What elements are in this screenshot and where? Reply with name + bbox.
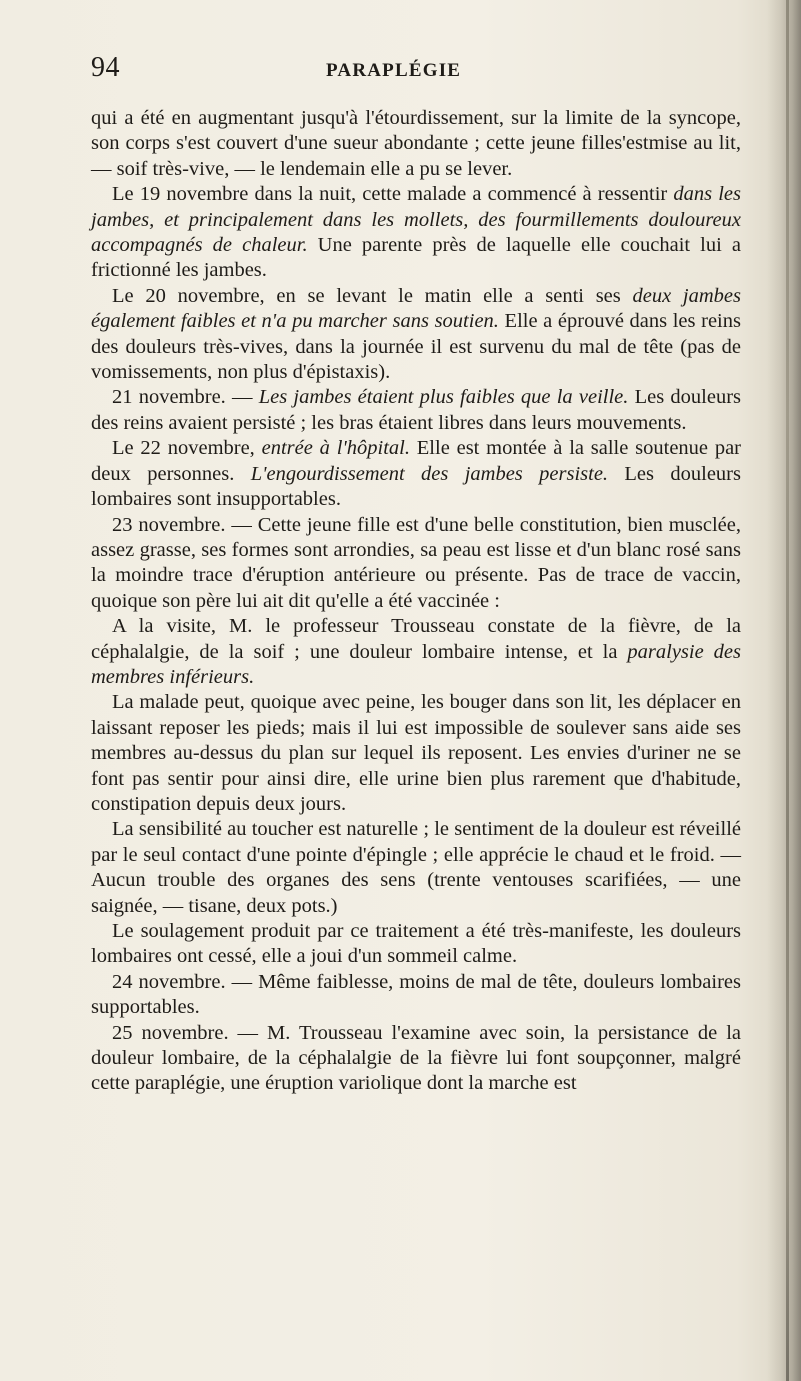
text-run: Elle est montée à la salle soutenue par deux personnes.: [91, 437, 741, 485]
text-run: Les douleurs des reins avaient persisté ; les bras étaient libres dans leurs mouvements.: [91, 386, 741, 434]
text-run: Le soulagement produit par ce traitement a été très-manifeste, les douleurs lombaires ont cessé, elle a joui d'un sommeil calme.: [91, 920, 741, 968]
text-run: Les douleurs lombaires sont insupportables.: [91, 462, 741, 511]
paragraph: [91, 919, 741, 970]
text-run: 24 novembre. — Même faiblesse, moins de mal de tête, douleurs lombaires supportables.: [91, 970, 741, 1019]
page-header: [91, 52, 731, 92]
text-run: 25 novembre. — M. Trousseau l'examine avec soin, la persistance de la douleur lombaire, de la céphalalgie de la fièvre lui font soupçonner, malgré cette paraplégie, une éruption variolique dont la marche est: [91, 1021, 741, 1095]
text-run: 21 novembre. —: [112, 386, 259, 409]
paragraph: [91, 284, 741, 386]
page-edge-shadow: [767, 0, 801, 1381]
paragraph: [91, 182, 741, 284]
paragraph: [91, 614, 741, 690]
paragraph: [91, 436, 741, 512]
italic-text: L'engourdissement des jambes persiste.: [250, 462, 609, 485]
text-run: Une parente près de laquelle elle couchait lui a frictionné les jambes.: [91, 234, 741, 282]
paragraph: [91, 385, 741, 436]
paragraph: [91, 690, 741, 817]
italic-text: paralysie des membres inférieurs.: [91, 640, 741, 688]
italic-text: dans les jambes, et principalement dans les mollets, des fourmillements douloureux accompagnés de chaleur.: [91, 183, 741, 257]
italic-text: deux jambes également faibles et n'a pu marcher sans soutien.: [91, 284, 741, 333]
paragraph: [91, 817, 741, 919]
text-run: La malade peut, quoique avec peine, les bouger dans son lit, les déplacer en laissant reposer les pieds; mais il lui est impossible de soulever sans aide ses membres au-dessus du plan sur lequel ils reposent. Les envies d'uriner ne se font pas sentir pour ainsi dire, elle urine bien plus rarement que d'habitude, constipation depuis deux jours.: [91, 691, 741, 815]
paragraph: [91, 106, 741, 182]
running-title: PARAPLÉGIE: [326, 60, 462, 81]
italic-text: entrée à l'hôpital.: [261, 437, 410, 460]
text-run: qui a été en augmentant jusqu'à l'étourdissement, sur la limite de la syncope, son corps s'est couvert d'une sueur abondante ; cette jeune filles'estmise au lit,— soif très-vive, — le lendemain elle a pu se lever.: [91, 107, 741, 180]
text-run: Elle a éprouvé dans les reins des douleurs très-vives, dans la journée il est survenu du mal de tête (pas de vomissements, non plus d'épistaxis).: [91, 310, 741, 384]
text-run: Le 19 novembre dans la nuit, cette malade a commencé à ressentir: [112, 183, 674, 206]
page-number: 94: [91, 52, 120, 83]
paragraph: [91, 970, 741, 1021]
text-run: La sensibilité au toucher est naturelle ; le sentiment de la douleur est réveillé par le seul contact d'une pointe d'épingle ; elle apprécie le chaud et le froid. — Aucun trouble des organes des sens (trente ventouses scarifiées, — une saignée, — tisane, deux pots.): [91, 818, 741, 917]
paragraph: [91, 513, 741, 615]
text-run: Le 20 novembre, en se levant le matin elle a senti ses: [112, 284, 633, 307]
text-run: 23 novembre. — Cette jeune fille est d'une belle constitution, bien musclée, assez grasse, ses formes sont arrondies, sa peau est lisse et d'un blanc rosé sans la moindre trace d'éruption antérieure ou présente. Pas de trace de vaccin, quoique son père lui ait dit qu'elle a été vaccinée :: [91, 513, 741, 612]
binding-edge: [786, 0, 789, 1381]
italic-text: Les jambes étaient plus faibles que la veille.: [258, 386, 629, 409]
text-run: A la visite, M. le professeur Trousseau constate de la fièvre, de la céphalalgie, de la soif ; une douleur lombaire intense, et la: [91, 615, 741, 663]
body-text: [91, 106, 741, 1097]
paragraph: [91, 1021, 741, 1097]
text-run: Le 22 novembre,: [112, 437, 262, 460]
